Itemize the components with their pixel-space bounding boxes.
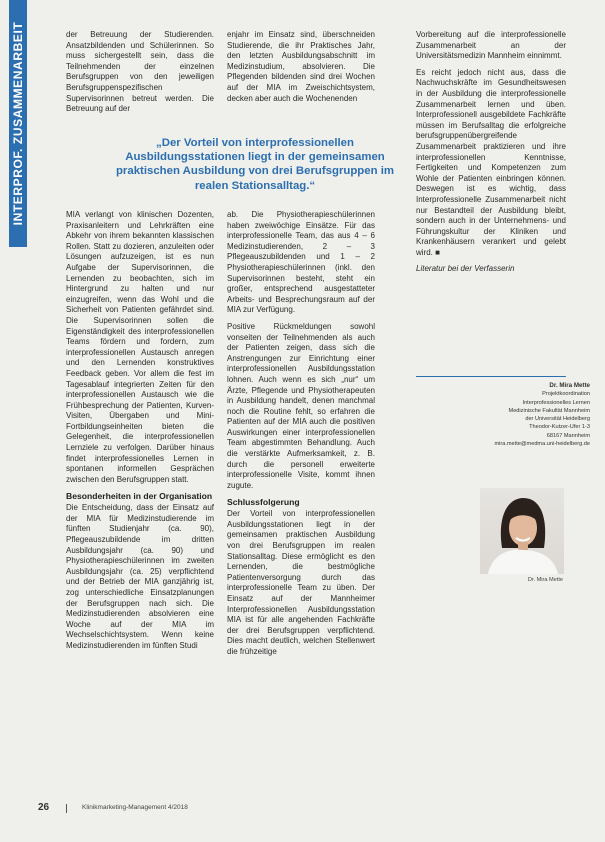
pull-quote: „Der Vorteil von interprofessionellen Ausbildungsstationen liegt in der gemeinsamen praktischen Ausbildung von drei Berufsgruppen im realen Stationsalltag.“ <box>115 137 395 192</box>
column-1-top <box>66 30 214 122</box>
section-label: INTERPROF. ZUSAMMENARBEIT <box>11 21 25 226</box>
paragraph: Es reicht jedoch nicht aus, dass die Nachwuchskräfte im Gesundheitswesen in der Ausbildung die interprofessionelle Zusammenarbeit lernen und üben. Interprofessionell ausgebildete Fachkräfte müssen im Berufsalltag die erfolgreiche berufsgruppenübergreifende Zusammenarbeit praktizieren und ihre interprofessionellen Kenntnisse, Fertigkeiten und Kompetenzen zum Wohle der Patienten einbringen können. Deswegen ist es wichtig, dass Interprofessionelle Zusammenarbeit nicht nur Bestandteil der Ausbildung bleibt, sondern auch in der Unternehmens- und Führungskultur der Kliniken und Krankenhäusern verankert und gelebt wird. ■ <box>416 67 566 257</box>
author-divider <box>416 376 566 377</box>
photo-caption: Dr. Mira Mette <box>527 577 563 583</box>
author-block <box>400 382 590 448</box>
author-line: Projektkoordination <box>542 391 590 398</box>
paragraph: der Betreuung der Studierenden. Ansatzbildenden und Schülerinnen. So muss sichergestellt sein, dass die Teilnehmenden der einzelnen Berufsgruppen von den jeweiligen Berufsgruppenspezifischen Supervisorinnen betreut werden. Die Betreuung auf der <box>66 30 214 114</box>
author-name: Dr. Mira Mette <box>549 382 590 389</box>
paragraph: ab. Die Physiotherapieschülerinnen haben zweiwöchige Einsätze. Für das interprofessionelle Team, das aus 4 – 6 Medizinstudierenden, 2 – 3 Pflegeauszubildenden und 1 – 2 Physiotherapieschülerinnen (inkl. den Supervisorinnen besteht, steht ein großer, entsprechend ausgestatteter Arbeits- und Besprechungsraum auf der MIA zur Verfügung. <box>227 210 375 315</box>
column-3 <box>416 30 566 370</box>
literature-note: Literatur bei der Verfasserin <box>416 264 515 274</box>
paragraph: enjahr im Einsatz sind, überschneiden Studierende, die ihr Praktisches Jahr, den letzten Ausbildungsabschnitt im Medizinstudium, absolvieren. Die Pflegenden bildenden sind drei Wochen auf der MIA im Zweischichtsystem, decken aber auch die Wochenenden <box>227 30 375 103</box>
column-1 <box>66 210 214 800</box>
paragraph: Die Entscheidung, dass der Einsatz auf der MIA für Medizinstudierende im fünften Studienjahr (ca. 90), Pflegeauszubildende im dritten Ausbildungsjahr (ca. 90) und Physiotherapieschülerinnen im zweiten Ausbildungsjahr (ca. 25) verpflichtend und der Betrieb der MIA ganzjährig ist, zog unterschiedliche Einsatzplanungen der Berufsgruppen nach sich. Die Medizinstudierenden absolvieren eine Woche auf der MIA im Wechselschichtsystem. Wenn keine Medizinstudierenden im fünften Studi <box>66 503 214 650</box>
portrait-image <box>480 488 564 574</box>
paragraph: Der Vorteil von interprofessionellen Ausbildungsstationen liegt in der gemeinsamen praktischen Ausbildung von drei Berufsgruppen im realen Stationsalltag. Diese ermöglicht es den Lernenden, die bestmögliche Patientenversorgung durch das interprofessionelle Team zu üben. Der Einsatz auf der Mannheimer Interprofessionellen Ausbildungsstation MIA ist für alle angehenden Fachkräfte der drei Berufsgruppen verpflichtend. Dies macht deutlich, welchen Stellenwert die frühzeitige <box>227 509 375 656</box>
paragraph: Positive Rückmeldungen sowohl vonseiten der Teilnehmenden als auch der Patienten zeigen, dass sich die Anstrengungen zur Einrichtung einer interprofessionellen Ausbildungsstation lohnen. Auch wenn es sich „nur“ um Ärzte, Pflegende und Physiotherapeuten in Ausbildung handelt, denen manchmal noch die Routine fehlt, so erfahren die Patienten auf der MIA auch die positiven Auswirkungen einer interprofessionellen Team abgestimmten Behandlung. Auch die verstärkte Aufmerksamkeit, z. B. durch die personell erweiterte interprofessionelle Visite, kommt ihnen zugute. <box>227 321 375 490</box>
author-line: Theodor-Kutzer-Ufer 1-3 <box>529 424 590 431</box>
author-line: Interprofessionelles Lernen <box>522 399 590 406</box>
footer-separator <box>66 804 67 813</box>
column-2-top <box>227 30 375 122</box>
paragraph: Vorbereitung auf die interprofessionelle Zusammenarbeit an der Universitätsmedizin Mannheim einnimmt. <box>416 30 566 61</box>
subheading: Schlussfolgerung <box>227 497 300 508</box>
publication-name: Klinikmarketing-Management 4/2018 <box>82 804 188 811</box>
author-email: mira.mette@medma.uni-heidelberg.de <box>494 441 590 448</box>
author-line: der Universität Heidelberg <box>525 416 590 423</box>
subheading: Besonderheiten in der Organisation <box>66 491 213 502</box>
author-line: Medizinische Fakultät Mannheim <box>508 407 590 414</box>
author-line: 68167 Mannheim <box>546 432 590 439</box>
author-photo <box>480 488 564 574</box>
page-number: 26 <box>38 802 50 813</box>
column-2 <box>227 210 375 800</box>
paragraph: MIA verlangt von klinischen Dozenten, Praxisanleitern und Lehrkräften eine Abkehr von ihrem bekannten klassischen Rollen. Statt zu dozieren, anzuleiten oder Lösungen aufzuzeigen, ist es nun Aufgabe der Supervisorinnen, die Lernenden zu beobachten, sich im Hintergrund zu halten und nur einzugreifen, wenn das Wohl und die Sicherheit von Patienten gefährdet sind. Die Supervisorinnen sollen die Eigenständigkeit des interprofessionellen Teams fördern und fordern, zum interprofessionellen Austausch anregen und den Lernenden konstruktives Feedback geben. Vor allem die fest im Tagesablauf integrierten Zeiten für den interprofessionellen Austausch wie die Frühbesprechung der Patienten, Kurven-Visiten, Übergaben und Mini-Fortbildungseinheiten bieten die Gelegenheit, die interprofessionellen Lernziele zu verfolgen. Darüber hinaus findet interprofessionelles Lernen in spontanen informellen Gesprächen zwischen den Berufsgruppen statt. <box>66 210 214 484</box>
